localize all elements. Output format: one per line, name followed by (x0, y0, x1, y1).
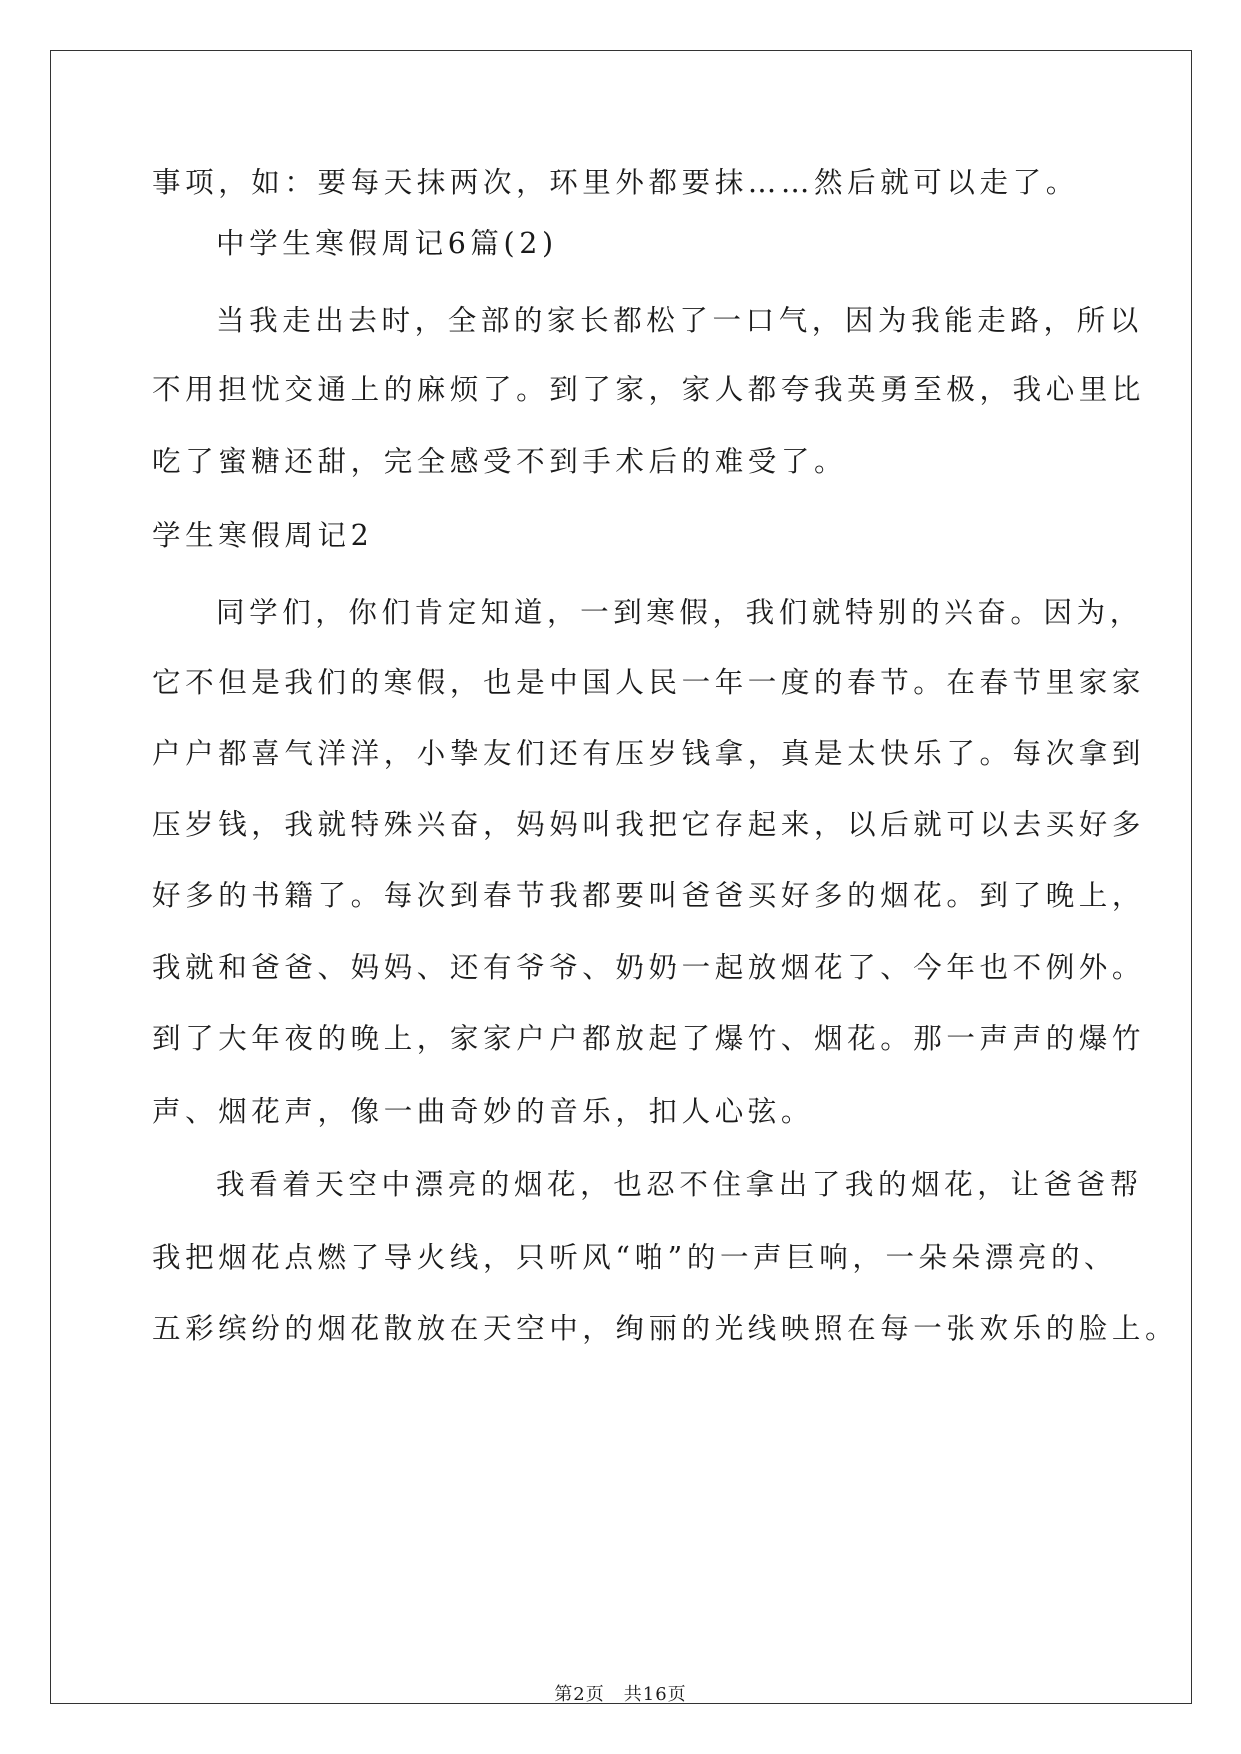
section-heading: 学生寒假周记2 (152, 519, 374, 552)
paragraph-line: 压岁钱，我就特殊兴奋，妈妈叫我把它存起来，以后就可以去买好多 (152, 808, 1146, 841)
paragraph-line: 到了大年夜的晚上，家家户户都放起了爆竹、烟花。那一声声的爆竹 (152, 1022, 1146, 1055)
paragraph-line: 五彩缤纷的烟花散放在天空中，绚丽的光线映照在每一张欢乐的脸上。 (152, 1312, 1179, 1345)
paragraph-line: 当我走出去时，全部的家长都松了一口气，因为我能走路，所以 (216, 304, 1143, 337)
paragraph-line: 声、烟花声，像一曲奇妙的音乐，扣人心弦。 (152, 1095, 815, 1128)
paragraph-line: 不用担忧交通上的麻烦了。到了家，家人都夸我英勇至极，我心里比 (152, 373, 1146, 406)
section-heading: 中学生寒假周记6篇(2) (216, 227, 558, 260)
paragraph-line: 我把烟花点燃了导火线，只听风“啪”的一声巨响，一朵朵漂亮的、 (152, 1241, 1118, 1274)
paragraph-line: 我就和爸爸、妈妈、还有爷爷、奶奶一起放烟花了、今年也不例外。 (152, 951, 1146, 984)
paragraph-line: 我看着天空中漂亮的烟花，也忍不住拿出了我的烟花，让爸爸帮 (216, 1168, 1143, 1201)
paragraph-line: 户户都喜气洋洋，小挚友们还有压岁钱拿，真是太快乐了。每次拿到 (152, 737, 1146, 770)
paragraph-line: 它不但是我们的寒假，也是中国人民一年一度的春节。在春节里家家 (152, 666, 1146, 699)
paragraph-line: 吃了蜜糖还甜，完全感受不到手术后的难受了。 (152, 445, 848, 478)
paragraph-line: 事项，如：要每天抹两次，环里外都要抹……然后就可以走了。 (152, 166, 1079, 199)
paragraph-line: 好多的书籍了。每次到春节我都要叫爸爸买好多的烟花。到了晚上， (152, 879, 1146, 912)
page-number: 第2页 共16页 (554, 1684, 687, 1705)
paragraph-line: 同学们，你们肯定知道，一到寒假，我们就特别的兴奋。因为， (216, 596, 1143, 629)
